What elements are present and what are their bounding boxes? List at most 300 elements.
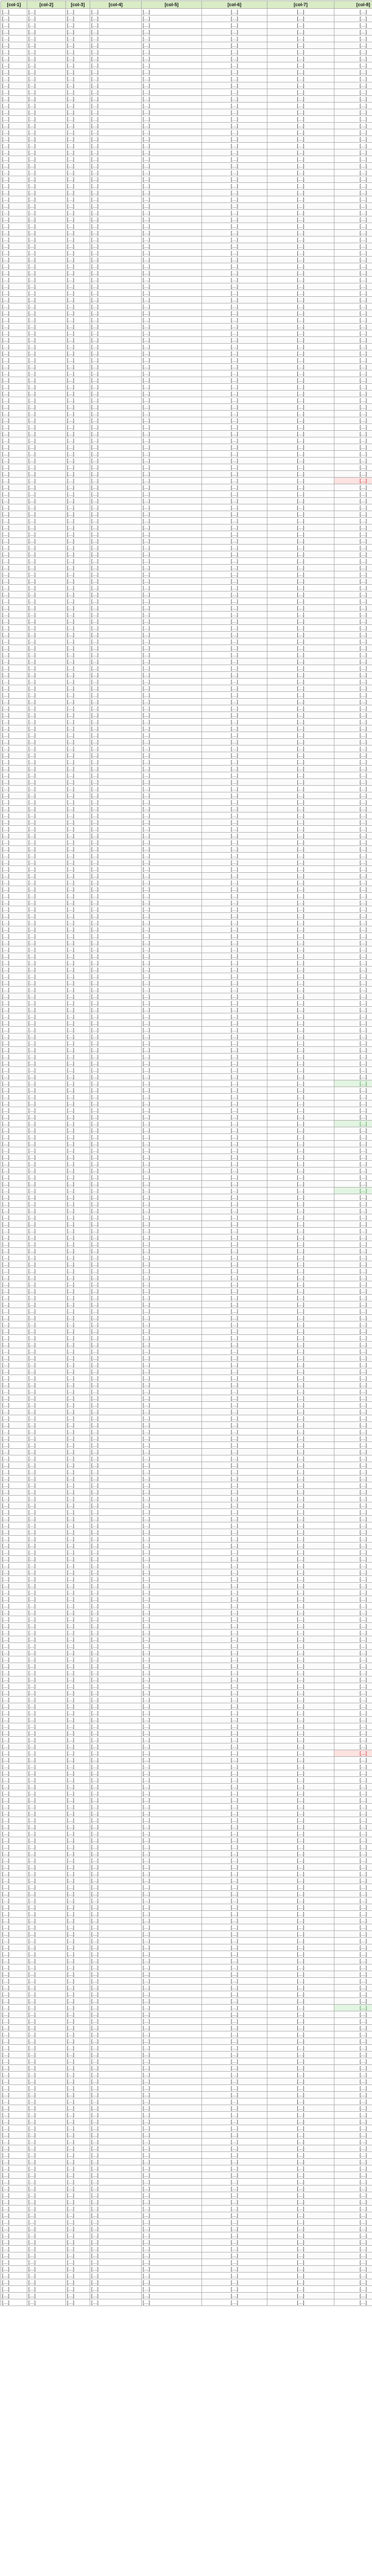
table-cell-col-6: […] [202, 685, 267, 692]
table-cell-col-6: […] [202, 779, 267, 786]
table-cell-col-1: […] [1, 1114, 27, 1121]
table-cell-col-1: […] [1, 846, 27, 853]
table-cell-col-4: […] [90, 1609, 142, 1616]
table-cell-col-5: […] [142, 772, 202, 779]
table-cell-col-1: […] [1, 1047, 27, 1054]
table-cell-col-6: […] [202, 2078, 267, 2085]
table-cell-col-3: […] [66, 719, 90, 725]
table-cell-col-8: […] [334, 2192, 372, 2199]
table-cell-col-4: […] [90, 725, 142, 732]
table-cell-col-4: […] [90, 511, 142, 518]
header-col-7: [col-7] [267, 1, 334, 9]
table-cell-col-3: […] [66, 853, 90, 859]
table-cell-col-6: […] [202, 1603, 267, 1609]
table-cell-col-1: […] [1, 598, 27, 605]
table-cell-col-6: […] [202, 1991, 267, 1998]
table-row [1, 437, 372, 444]
table-cell-col-1: […] [1, 833, 27, 839]
table-cell-col-8: […] [334, 2246, 372, 2252]
table-cell-col-5: […] [142, 2078, 202, 2085]
table-cell-col-3: […] [66, 236, 90, 243]
table-cell-col-5: […] [142, 1255, 202, 1261]
table-cell-col-2: […] [27, 1817, 66, 1824]
table-cell-col-6: […] [202, 692, 267, 699]
table-cell-col-4: […] [90, 1857, 142, 1864]
table-cell-col-3: […] [66, 1609, 90, 1616]
table-row [1, 705, 372, 712]
table-cell-col-6: […] [202, 2172, 267, 2179]
table-row [1, 89, 372, 96]
table-cell-col-7: […] [267, 2192, 334, 2199]
table-cell-col-4: […] [90, 1134, 142, 1141]
table-cell-col-2: […] [27, 973, 66, 980]
table-cell-col-2: […] [27, 263, 66, 270]
table-cell-col-8: […] [334, 317, 372, 324]
table-cell-col-1: […] [1, 1543, 27, 1549]
table-cell-col-8: […] [334, 136, 372, 143]
table-cell-col-3: […] [66, 1831, 90, 1837]
table-row [1, 9, 372, 15]
table-cell-col-6: […] [202, 277, 267, 283]
table-cell-col-7: […] [267, 672, 334, 679]
table-cell-col-8: […] [334, 2266, 372, 2273]
table-cell-col-1: […] [1, 732, 27, 739]
table-row [1, 1804, 372, 1810]
table-cell-col-1: […] [1, 853, 27, 859]
table-cell-col-7: […] [267, 357, 334, 364]
table-cell-col-3: […] [66, 1891, 90, 1897]
table-cell-col-7: […] [267, 2259, 334, 2266]
table-row [1, 310, 372, 317]
table-cell-col-4: […] [90, 1462, 142, 1469]
table-cell-col-6: […] [202, 2206, 267, 2212]
table-cell-col-1: […] [1, 303, 27, 310]
table-cell-col-4: […] [90, 270, 142, 277]
table-cell-col-7: […] [267, 1054, 334, 1060]
table-cell-col-3: […] [66, 69, 90, 76]
table-cell-col-4: […] [90, 987, 142, 993]
table-cell-col-5: […] [142, 324, 202, 330]
table-cell-col-8: […] [334, 257, 372, 263]
table-cell-col-1: […] [1, 1857, 27, 1864]
table-cell-col-6: […] [202, 129, 267, 136]
table-cell-col-5: […] [142, 1040, 202, 1047]
table-cell-col-6: […] [202, 190, 267, 196]
table-cell-col-7: […] [267, 906, 334, 913]
table-cell-col-3: […] [66, 1288, 90, 1295]
table-cell-col-8: […] [334, 732, 372, 739]
table-cell-col-3: […] [66, 1489, 90, 1496]
table-row [1, 1777, 372, 1784]
table-cell-col-3: […] [66, 551, 90, 558]
table-cell-col-5: […] [142, 1422, 202, 1429]
table-cell-col-1: […] [1, 1985, 27, 1991]
table-cell-col-7: […] [267, 980, 334, 987]
table-cell-col-6: […] [202, 103, 267, 109]
table-header-row [1, 1, 372, 9]
table-cell-col-1: […] [1, 1033, 27, 1040]
table-cell-col-6: […] [202, 29, 267, 36]
table-cell-col-4: […] [90, 2299, 142, 2306]
table-cell-col-6: […] [202, 2232, 267, 2239]
table-cell-col-6: […] [202, 518, 267, 524]
table-cell-col-1: […] [1, 1643, 27, 1650]
table-cell-col-6: […] [202, 1911, 267, 1918]
table-cell-col-2: […] [27, 980, 66, 987]
table-cell-col-1: […] [1, 1636, 27, 1643]
table-cell-col-2: […] [27, 1255, 66, 1261]
table-cell-col-6: […] [202, 196, 267, 203]
table-row [1, 699, 372, 705]
table-cell-col-4: […] [90, 1650, 142, 1656]
table-cell-col-3: […] [66, 786, 90, 792]
table-cell-col-2: […] [27, 2239, 66, 2246]
table-cell-col-7: […] [267, 263, 334, 270]
table-cell-col-2: […] [27, 2172, 66, 2179]
table-cell-col-2: […] [27, 692, 66, 699]
table-cell-col-7: […] [267, 1100, 334, 1107]
table-row [1, 1429, 372, 1435]
table-row [1, 15, 372, 22]
table-cell-col-2: […] [27, 1978, 66, 1985]
table-cell-col-2: […] [27, 745, 66, 752]
table-cell-col-5: […] [142, 1455, 202, 1462]
table-cell-col-7: […] [267, 2085, 334, 2092]
table-cell-col-7: […] [267, 2165, 334, 2172]
table-cell-col-4: […] [90, 1743, 142, 1750]
table-cell-col-3: […] [66, 2159, 90, 2165]
table-cell-col-8: […] [334, 1368, 372, 1375]
table-cell-col-3: […] [66, 1255, 90, 1261]
table-row [1, 1308, 372, 1315]
table-cell-col-2: […] [27, 585, 66, 591]
table-cell-col-1: […] [1, 176, 27, 183]
table-row [1, 297, 372, 303]
table-cell-col-7: […] [267, 1188, 334, 1194]
table-row [1, 2293, 372, 2299]
table-row [1, 1442, 372, 1449]
table-cell-col-1: […] [1, 1261, 27, 1268]
table-cell-col-3: […] [66, 699, 90, 705]
table-row [1, 1857, 372, 1864]
table-cell-col-6: […] [202, 1134, 267, 1141]
table-cell-col-4: […] [90, 1851, 142, 1857]
table-row [1, 2105, 372, 2112]
table-cell-col-3: […] [66, 1697, 90, 1703]
table-cell-col-5: […] [142, 330, 202, 337]
table-cell-col-7: […] [267, 1676, 334, 1683]
table-cell-col-5: […] [142, 2045, 202, 2052]
table-cell-col-5: […] [142, 1368, 202, 1375]
table-cell-col-4: […] [90, 1643, 142, 1650]
table-row [1, 2005, 372, 2011]
table-cell-col-6: […] [202, 484, 267, 491]
table-cell-col-2: […] [27, 1958, 66, 1964]
table-cell-col-8: […] [334, 1918, 372, 1924]
table-cell-col-3: […] [66, 993, 90, 1000]
table-row [1, 1362, 372, 1368]
table-cell-col-3: […] [66, 1074, 90, 1080]
table-cell-col-3: […] [66, 1683, 90, 1690]
table-cell-col-6: […] [202, 491, 267, 498]
table-cell-col-8: […] [334, 692, 372, 699]
table-cell-col-7: […] [267, 772, 334, 779]
table-cell-col-6: […] [202, 504, 267, 511]
table-cell-col-6: […] [202, 370, 267, 377]
table-row [1, 879, 372, 886]
table-cell-col-8: […] [334, 230, 372, 236]
table-cell-col-7: […] [267, 1167, 334, 1174]
table-cell-col-3: […] [66, 2179, 90, 2185]
table-cell-col-8: […] [334, 1730, 372, 1737]
table-cell-col-8: […] [334, 1321, 372, 1328]
table-cell-col-1: […] [1, 940, 27, 946]
table-cell-col-3: […] [66, 1027, 90, 1033]
table-cell-col-3: […] [66, 1911, 90, 1918]
table-cell-col-3: […] [66, 297, 90, 303]
table-row [1, 926, 372, 933]
table-cell-col-4: […] [90, 980, 142, 987]
table-cell-col-7: […] [267, 2199, 334, 2206]
table-cell-col-5: […] [142, 1476, 202, 1482]
table-cell-col-8: […] [334, 36, 372, 42]
table-cell-col-7: […] [267, 1449, 334, 1455]
table-cell-col-5: […] [142, 2005, 202, 2011]
table-cell-col-2: […] [27, 1208, 66, 1214]
table-cell-col-6: […] [202, 1583, 267, 1589]
table-row [1, 819, 372, 826]
table-cell-col-8: […] [334, 1911, 372, 1918]
table-cell-col-2: […] [27, 719, 66, 725]
table-cell-col-7: […] [267, 1643, 334, 1650]
table-cell-col-8: […] [334, 1784, 372, 1790]
table-row [1, 1141, 372, 1147]
table-cell-col-5: […] [142, 76, 202, 82]
table-cell-col-8: […] [334, 1181, 372, 1188]
table-cell-col-3: […] [66, 56, 90, 62]
table-cell-col-1: […] [1, 424, 27, 431]
table-cell-col-6: […] [202, 2031, 267, 2038]
table-cell-col-7: […] [267, 1228, 334, 1234]
table-cell-col-3: […] [66, 1402, 90, 1409]
table-cell-col-1: […] [1, 524, 27, 531]
table-cell-col-8: […] [334, 1770, 372, 1777]
table-cell-col-7: […] [267, 1462, 334, 1469]
table-row [1, 1067, 372, 1074]
table-cell-col-6: […] [202, 585, 267, 591]
table-cell-col-8: […] [334, 993, 372, 1000]
table-cell-col-1: […] [1, 82, 27, 89]
table-cell-col-8: […] [334, 685, 372, 692]
header-col-2: [col-2] [27, 1, 66, 9]
table-row [1, 350, 372, 357]
table-row [1, 1670, 372, 1676]
table-cell-col-6: […] [202, 2259, 267, 2266]
table-cell-col-4: […] [90, 1409, 142, 1415]
table-cell-col-8: […] [334, 565, 372, 571]
table-cell-col-1: […] [1, 1777, 27, 1784]
table-cell-col-1: […] [1, 1348, 27, 1355]
table-cell-col-3: […] [66, 685, 90, 692]
table-cell-col-6: […] [202, 2279, 267, 2286]
table-cell-col-2: […] [27, 1054, 66, 1060]
table-cell-col-6: […] [202, 1288, 267, 1295]
table-cell-col-3: […] [66, 913, 90, 920]
table-row [1, 933, 372, 940]
table-cell-col-1: […] [1, 484, 27, 491]
table-row [1, 2139, 372, 2145]
table-cell-col-1: […] [1, 2132, 27, 2139]
table-cell-col-2: […] [27, 960, 66, 967]
table-cell-col-3: […] [66, 136, 90, 143]
table-cell-col-6: […] [202, 1697, 267, 1703]
table-cell-col-2: […] [27, 806, 66, 812]
table-cell-col-4: […] [90, 2159, 142, 2165]
table-cell-col-8: […] [334, 1308, 372, 1315]
table-cell-col-8: […] [334, 1047, 372, 1054]
table-row [1, 257, 372, 263]
table-cell-col-7: […] [267, 2052, 334, 2058]
table-cell-col-8: […] [334, 987, 372, 993]
table-cell-col-7: […] [267, 2005, 334, 2011]
table-cell-col-2: […] [27, 618, 66, 625]
table-cell-col-6: […] [202, 940, 267, 946]
table-row [1, 2219, 372, 2226]
table-row [1, 2299, 372, 2306]
table-cell-col-4: […] [90, 330, 142, 337]
table-cell-col-4: […] [90, 786, 142, 792]
table-cell-col-6: […] [202, 1442, 267, 1449]
table-cell-col-4: […] [90, 2286, 142, 2293]
table-cell-col-1: […] [1, 1958, 27, 1964]
table-row [1, 1871, 372, 1877]
table-cell-col-6: […] [202, 1141, 267, 1147]
table-cell-col-4: […] [90, 357, 142, 364]
table-cell-col-3: […] [66, 632, 90, 638]
table-row [1, 1676, 372, 1683]
table-cell-col-8: […] [334, 1154, 372, 1161]
table-cell-col-2: […] [27, 1228, 66, 1234]
table-row [1, 1810, 372, 1817]
table-cell-col-4: […] [90, 2065, 142, 2072]
table-row [1, 464, 372, 471]
table-cell-col-3: […] [66, 1924, 90, 1931]
table-cell-col-3: […] [66, 22, 90, 29]
table-cell-col-8: […] [334, 1844, 372, 1851]
table-cell-col-5: […] [142, 1944, 202, 1951]
table-cell-col-7: […] [267, 1281, 334, 1288]
table-cell-col-3: […] [66, 1214, 90, 1221]
table-cell-col-2: […] [27, 2065, 66, 2072]
table-cell-col-1: […] [1, 2165, 27, 2172]
table-cell-col-3: […] [66, 62, 90, 69]
table-cell-col-1: […] [1, 444, 27, 451]
table-cell-col-5: […] [142, 1884, 202, 1891]
table-cell-col-1: […] [1, 1897, 27, 1904]
table-row [1, 779, 372, 786]
table-cell-col-6: […] [202, 1255, 267, 1261]
table-cell-col-6: […] [202, 1482, 267, 1489]
table-row [1, 799, 372, 806]
table-cell-col-8: […] [334, 451, 372, 457]
table-cell-col-7: […] [267, 1549, 334, 1556]
table-cell-col-3: […] [66, 1556, 90, 1563]
table-cell-col-7: […] [267, 277, 334, 283]
table-cell-col-3: […] [66, 29, 90, 36]
table-cell-col-2: […] [27, 1429, 66, 1435]
table-cell-col-6: […] [202, 1188, 267, 1194]
table-cell-col-1: […] [1, 1924, 27, 1931]
table-cell-col-4: […] [90, 457, 142, 464]
table-row [1, 1027, 372, 1033]
table-cell-col-2: […] [27, 1603, 66, 1609]
table-row [1, 665, 372, 672]
table-cell-col-8: […] [334, 56, 372, 62]
table-cell-col-2: […] [27, 558, 66, 565]
table-cell-col-4: […] [90, 49, 142, 56]
table-cell-col-4: […] [90, 1007, 142, 1013]
table-cell-col-3: […] [66, 163, 90, 170]
table-cell-col-1: […] [1, 1723, 27, 1730]
table-cell-col-6: […] [202, 156, 267, 163]
table-row [1, 2232, 372, 2239]
table-row [1, 1750, 372, 1757]
table-cell-col-4: […] [90, 1951, 142, 1958]
table-cell-col-3: […] [66, 1100, 90, 1107]
table-cell-col-5: […] [142, 685, 202, 692]
table-cell-col-3: […] [66, 109, 90, 116]
table-cell-col-7: […] [267, 437, 334, 444]
table-row [1, 451, 372, 457]
table-cell-col-6: […] [202, 766, 267, 772]
table-cell-col-7: […] [267, 1476, 334, 1482]
table-cell-col-2: […] [27, 1985, 66, 1991]
table-cell-col-1: […] [1, 545, 27, 551]
table-cell-col-6: […] [202, 2299, 267, 2306]
table-cell-col-7: […] [267, 618, 334, 625]
table-cell-col-1: […] [1, 1817, 27, 1824]
table-cell-col-8: […] [334, 1536, 372, 1543]
table-cell-col-1: […] [1, 1556, 27, 1563]
table-cell-col-6: […] [202, 1851, 267, 1857]
table-cell-col-6: […] [202, 1676, 267, 1683]
table-cell-col-5: […] [142, 1275, 202, 1281]
table-cell-col-3: […] [66, 1951, 90, 1958]
table-cell-col-5: […] [142, 531, 202, 538]
table-row [1, 2119, 372, 2125]
table-cell-col-2: […] [27, 123, 66, 129]
table-row [1, 471, 372, 478]
table-cell-col-7: […] [267, 1509, 334, 1516]
table-cell-col-8: […] [334, 143, 372, 149]
table-cell-col-8: […] [334, 1569, 372, 1576]
table-cell-col-3: […] [66, 1723, 90, 1730]
table-cell-col-5: […] [142, 1630, 202, 1636]
table-cell-col-3: […] [66, 1690, 90, 1697]
table-cell-col-1: […] [1, 1589, 27, 1596]
table-cell-col-6: […] [202, 1147, 267, 1154]
table-cell-col-3: […] [66, 1857, 90, 1864]
table-cell-col-3: […] [66, 170, 90, 176]
table-cell-col-3: […] [66, 1543, 90, 1549]
table-cell-col-3: […] [66, 230, 90, 236]
table-cell-col-3: […] [66, 1154, 90, 1161]
table-cell-col-2: […] [27, 1047, 66, 1054]
table-cell-col-2: […] [27, 1261, 66, 1268]
table-cell-col-1: […] [1, 2206, 27, 2212]
table-cell-col-5: […] [142, 839, 202, 846]
table-cell-col-6: […] [202, 1730, 267, 1737]
